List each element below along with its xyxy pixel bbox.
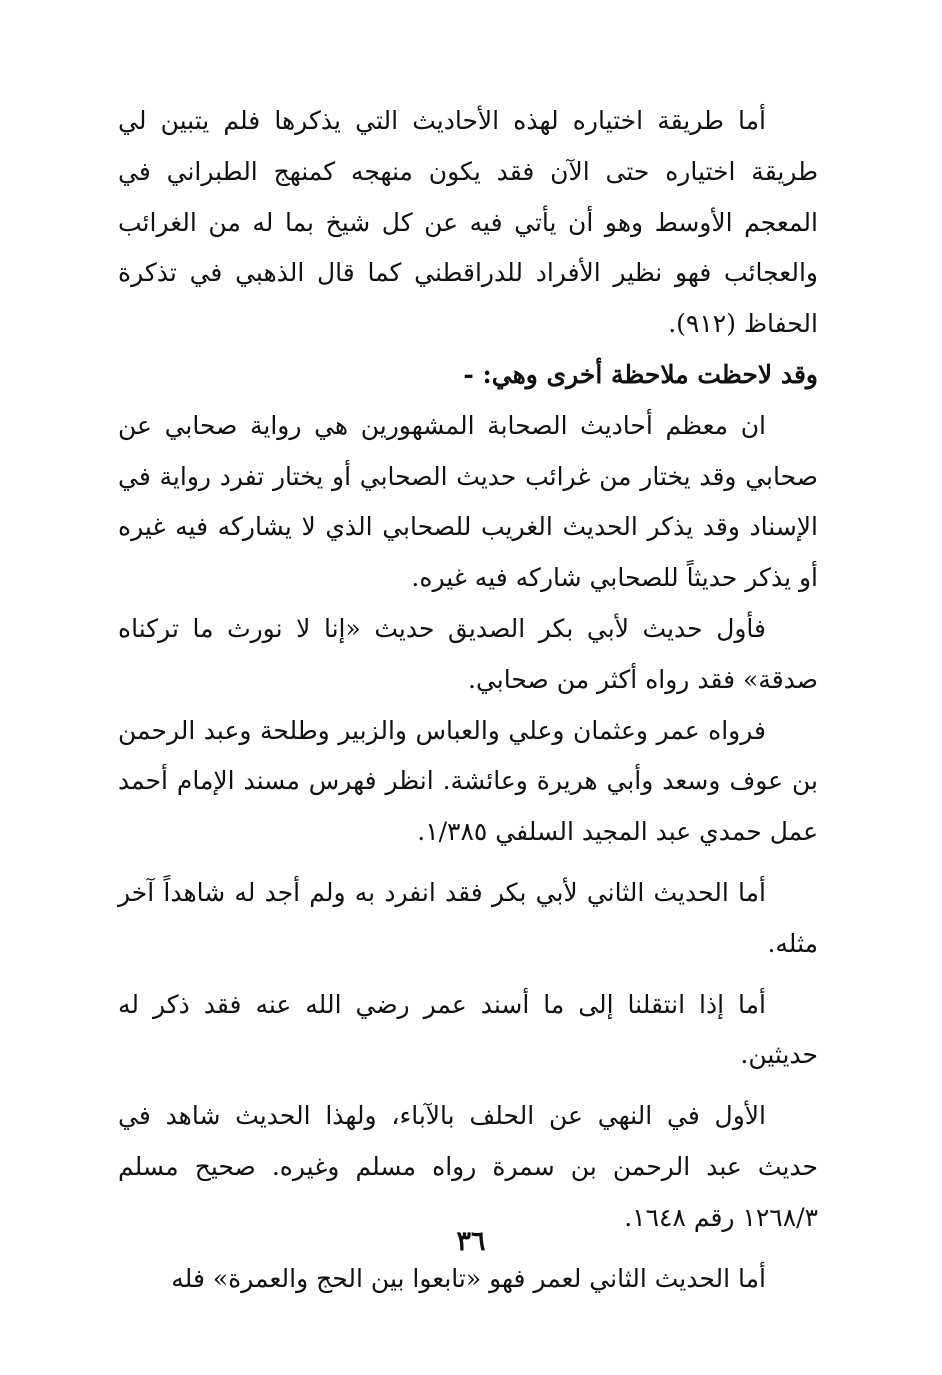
section-heading-observation: وقد لاحظت ملاحظة أخرى وهي: -: [463, 359, 818, 389]
paragraph-umar-second-hadith: أما الحديث الثاني لعمر فهو «تابعوا بين الحج والعمرة» فله: [171, 1263, 766, 1293]
paragraph-abu-bakr-first-hadith: فأول حديث لأبي بكر الصديق حديث «إنا لا نورث ما تركناه صدقة» فقد رواه أكثر من صحابي.: [118, 613, 818, 694]
paragraph-umar-first-hadith: الأول في النهي عن الحلف بالآباء، ولهذا الحديث شاهد في حديث عبد الرحمن بن سمرة رواه مسلم وغيره. صحيح مسلم ١٢٦٨/٣ رقم ١٦٤٨.: [118, 1101, 818, 1232]
paragraph-umar-musnad: أما إذا انتقلنا إلى ما أسند عمر رضي الله عنه فقد ذكر له حديثين.: [118, 989, 818, 1070]
paragraph-companions: ان معظم أحاديث الصحابة المشهورين هي رواية صحابي عن صحابي وقد يختار من غرائب حديث الصحابي أو يختار تفرد رواية في الإسناد وقد يذكر الحديث الغريب للصحابي الذي لا يشاركه فيه غيره أو يذكر حديثاً للصحابي شاركه فيه غيره.: [118, 410, 818, 593]
page-number: ٣٦: [456, 1226, 486, 1257]
paragraph-selection-method: أما طريقة اختياره لهذه الأحاديث التي يذكرها فلم يتبين لي طريقة اختياره حتى الآن فقد يكون منهجه كمنهج الطبراني في المعجم الأوسط وهو أن يأتي فيه عن كل شيخ بما له من الغرائب والعجائب فهو نظير الأفراد للدراقطني كما قال الذهبي في تذكرة الحفاظ (٩١٢).: [118, 106, 818, 339]
page-text: [118, 96, 818, 1304]
paragraph-narrators-list: فرواه عمر وعثمان وعلي والعباس والزبير وطلحة وعبد الرحمن بن عوف وسعد وأبي هريرة وعائشة. انظر فهرس مسند الإمام أحمد عمل حمدي عبد المجيد السلفي ١/٣٨٥.: [118, 715, 818, 847]
paragraph-abu-bakr-second-hadith: أما الحديث الثاني لأبي بكر فقد انفرد به ولم أجد له شاهداً آخر مثله.: [118, 877, 818, 958]
